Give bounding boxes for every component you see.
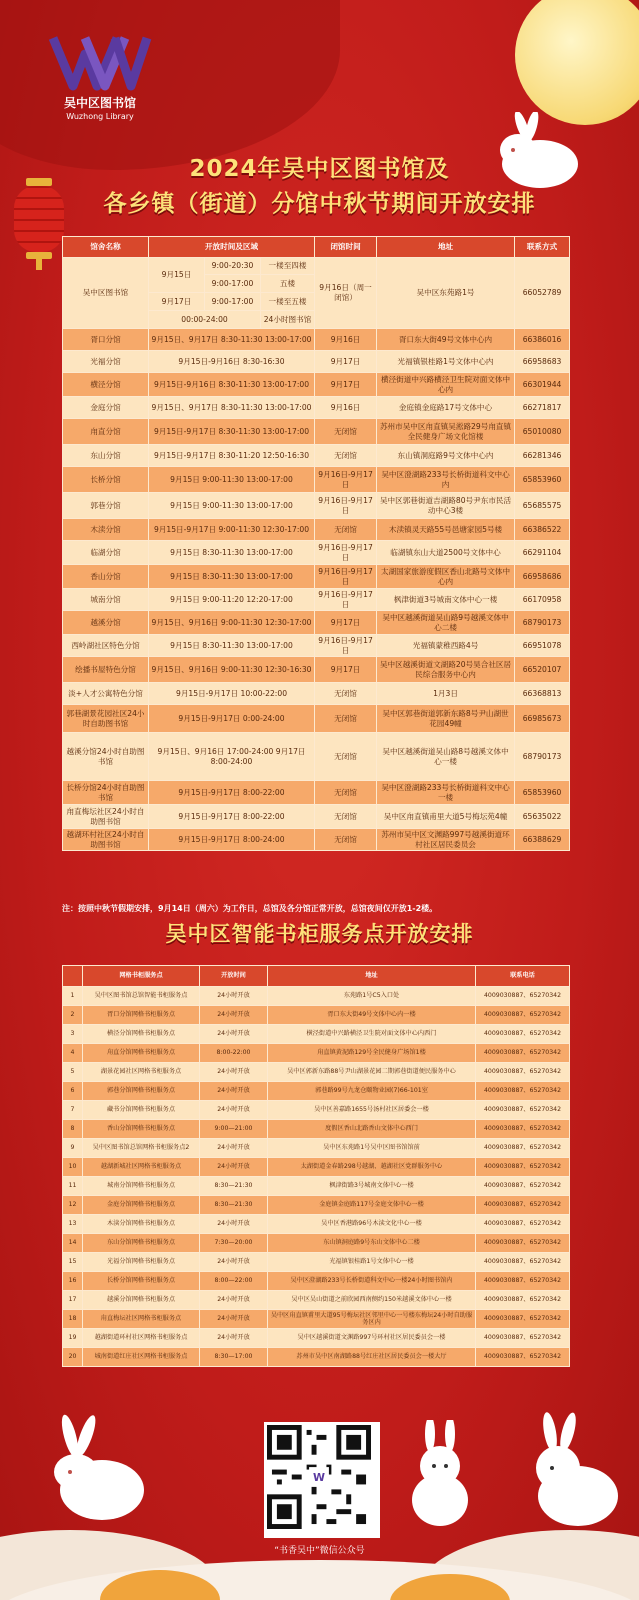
row-number: 11 — [63, 1177, 83, 1196]
close-date: 9月16日-9月17日 — [315, 541, 377, 565]
cabinet-name: 甪直梅坛社区网格书柜服务点 — [83, 1310, 200, 1329]
cabinet-row — [63, 1025, 570, 1044]
open-time: 8:30—17:00 — [200, 1348, 268, 1367]
row-number: 4 — [63, 1044, 83, 1063]
phone: 4009030887、65270342 — [476, 1101, 570, 1120]
phone: 4009030887、65270342 — [476, 1253, 570, 1272]
branch-row — [63, 611, 570, 635]
row-number: 20 — [63, 1348, 83, 1367]
holiday-note: 注：按照中秋节假期安排，9月14日（周六）为工作日，总馆及各分馆正常开放，总馆夜间仅开放1-2楼。 — [62, 904, 438, 913]
branch-name: 长桥分馆24小时自助图书馆 — [63, 781, 149, 805]
close-date: 无闭馆 — [315, 781, 377, 805]
address: 吴中区甪直镇甫里大道95号梅坛社区邻里中心一号楼东梅坛24小时自助服务区内 — [268, 1310, 476, 1329]
svg-text:W: W — [313, 1470, 325, 1484]
row-number: 12 — [63, 1196, 83, 1215]
phone: 66985673 — [515, 705, 570, 733]
address: 枫津街道3号城南文体中心一楼 — [377, 589, 515, 611]
logo-en-text: Wuzhong Library — [66, 112, 134, 121]
address: 东山镇洞庭路9号东山文体中心二楼 — [268, 1234, 476, 1253]
cabinet-section-title: 吴中区智能书柜服务点开放安排 — [165, 922, 474, 946]
close-date: 无闭馆 — [315, 683, 377, 705]
cabinet-name: 越湖街道环村社区网格书柜服务点 — [83, 1329, 200, 1348]
phone: 66291104 — [515, 541, 570, 565]
row-number: 9 — [63, 1139, 83, 1158]
open-time: 9:00-20:30 — [205, 258, 261, 275]
cabinet-name: 越湖新城社区网格书柜服务点 — [83, 1158, 200, 1177]
branch-name: 郭巷湖景花园社区24小时自助图书馆 — [63, 705, 149, 733]
cabinet-name: 金庭分馆网格书柜服务点 — [83, 1196, 200, 1215]
cabinet-name: 光福分馆网格书柜服务点 — [83, 1253, 200, 1272]
address: 东苑路1号C5入口处 — [268, 987, 476, 1006]
branch-name: 胥口分馆 — [63, 329, 149, 351]
branch-name: 越湖环村社区24小时自助图书馆 — [63, 829, 149, 851]
phone: 66281346 — [515, 445, 570, 467]
address: 吴中区澄湖路233号长桥街道科文中心一楼 — [377, 781, 515, 805]
branch-row — [63, 373, 570, 397]
close-date: 无闭馆 — [315, 829, 377, 851]
branch-name: 甪直梅坛社区24小时自助图书馆 — [63, 805, 149, 829]
qr-code-icon — [267, 1425, 371, 1529]
wechat-qr-code[interactable] — [264, 1422, 380, 1538]
row-number: 3 — [63, 1025, 83, 1044]
phone: 4009030887、65270342 — [476, 1272, 570, 1291]
open-time: 9月15日-9月17日 0:00-24:00 — [149, 705, 315, 733]
close-date: 9月17日 — [315, 657, 377, 683]
address: 光福镇银桂路1号文体中心内 — [377, 351, 515, 373]
close-date: 无闭馆 — [315, 445, 377, 467]
open-time: 9月15日 9:00-11:30 13:00-17:00 — [149, 467, 315, 493]
cabinet-row — [63, 1196, 570, 1215]
close-date: 9月16日（周一闭馆） — [315, 258, 377, 329]
open-time: 24小时开放 — [200, 1082, 268, 1101]
phone: 4009030887、65270342 — [476, 1006, 570, 1025]
open-time: 24小时开放 — [200, 1310, 268, 1329]
close-date: 9月16日-9月17日 — [315, 589, 377, 611]
branch-row — [63, 351, 570, 373]
open-area: 24小时图书馆 — [261, 311, 315, 329]
phone: 66958686 — [515, 565, 570, 589]
cabinet-row — [63, 1348, 570, 1367]
open-time: 8:00—22:00 — [200, 1272, 268, 1291]
open-time: 24小时开放 — [200, 1291, 268, 1310]
address: 吴中区甪直镇甫里大道5号梅坛苑4幢 — [377, 805, 515, 829]
row-number: 7 — [63, 1101, 83, 1120]
phone: 4009030887、65270342 — [476, 1177, 570, 1196]
address: 吴中区香港路96号木渎文化中心一楼 — [268, 1215, 476, 1234]
address: 横泾街道中兴路横泾卫生院对面文体中心内 — [377, 373, 515, 397]
row-number: 19 — [63, 1329, 83, 1348]
header-cell: 馆舍名称 — [63, 237, 149, 258]
address: 临湖镇东山大道2500号文体中心 — [377, 541, 515, 565]
row-number: 10 — [63, 1158, 83, 1177]
branch-row — [63, 829, 570, 851]
phone: 66301944 — [515, 373, 570, 397]
open-time: 9:00-17:00 — [205, 293, 261, 311]
cabinet-row — [63, 1310, 570, 1329]
address: 光福镇银桂路1号文体中心一楼 — [268, 1253, 476, 1272]
row-number: 16 — [63, 1272, 83, 1291]
phone: 66368813 — [515, 683, 570, 705]
phone: 4009030887、65270342 — [476, 1139, 570, 1158]
address: 胥口东大街49号文体中心内 — [377, 329, 515, 351]
cabinet-name: 郭巷分馆网格书柜服务点 — [83, 1082, 200, 1101]
cabinet-row — [63, 1158, 570, 1177]
close-date: 9月16日 — [315, 329, 377, 351]
open-time: 9月15日-9月17日 8:30-11:30 13:00-17:00 — [149, 419, 315, 445]
phone: 4009030887、65270342 — [476, 1063, 570, 1082]
open-time: 9:00—21:00 — [200, 1120, 268, 1139]
branch-name: 金庭分馆 — [63, 397, 149, 419]
address: 吴中区越溪街道文渊路997号环村社区居民委员会一楼 — [268, 1329, 476, 1348]
cabinet-row — [63, 1234, 570, 1253]
branch-name: 绘播书屋特色分馆 — [63, 657, 149, 683]
phone: 4009030887、65270342 — [476, 1044, 570, 1063]
logo-w-icon — [45, 30, 155, 94]
cabinet-name: 胥口分馆网格书柜服务点 — [83, 1006, 200, 1025]
open-time: 9月15日-9月17日 8:00-24:00 — [149, 829, 315, 851]
branch-name: 香山分馆 — [63, 565, 149, 589]
branch-name: 淡+人才公寓特色分馆 — [63, 683, 149, 705]
address: 吴中区吴山街道之前欣园西南侧约150米越溪文体中心一楼 — [268, 1291, 476, 1310]
row-number: 5 — [63, 1063, 83, 1082]
moon-icon — [515, 0, 639, 125]
open-area: 五楼 — [261, 275, 315, 293]
open-date: 9月17日 — [149, 293, 205, 311]
phone: 66388629 — [515, 829, 570, 851]
open-time: 24小时开放 — [200, 1139, 268, 1158]
cabinet-name: 吴中区图书馆总馆智能书柜服务点 — [83, 987, 200, 1006]
close-date: 无闭馆 — [315, 733, 377, 781]
close-date: 无闭馆 — [315, 705, 377, 733]
open-time: 24小时开放 — [200, 1253, 268, 1272]
open-time: 9月15日 9:00-11:30 13:00-17:00 — [149, 493, 315, 519]
phone: 66951078 — [515, 635, 570, 657]
qr-caption: “书香吴中”微信公众号 — [274, 1546, 365, 1556]
phone: 66052789 — [515, 258, 570, 329]
open-time: 24小时开放 — [200, 1158, 268, 1177]
row-number: 13 — [63, 1215, 83, 1234]
address: 甪直镇黄泥路129号全民健身广场馆1楼 — [268, 1044, 476, 1063]
phone: 4009030887、65270342 — [476, 1329, 570, 1348]
cabinet-row — [63, 1329, 570, 1348]
address: 胥口东大街49号文体中心内一楼 — [268, 1006, 476, 1025]
address: 吴中区澄湖路233号长桥街道科文中心内 — [377, 467, 515, 493]
branch-name: 横泾分馆 — [63, 373, 149, 397]
branch-name: 吴中区图书馆 — [63, 258, 149, 329]
open-time: 9月15日 9:00-11:20 12:20-17:00 — [149, 589, 315, 611]
address: 吴中区越溪街道文湖路20号昊合社区居民综合服务中心内 — [377, 657, 515, 683]
address: 吴中区东苑路1号吴中区图书馆馆前 — [268, 1139, 476, 1158]
open-time: 9月15日-9月16日 8:30-11:30 13:00-17:00 — [149, 373, 315, 397]
open-time: 24小时开放 — [200, 1025, 268, 1044]
open-time: 9月15日-9月16日 8:30-16:30 — [149, 351, 315, 373]
phone: 66271817 — [515, 397, 570, 419]
cabinet-name: 横泾分馆网格书柜服务点 — [83, 1025, 200, 1044]
open-area: 一楼至四楼 — [261, 258, 315, 275]
branch-name: 城南分馆 — [63, 589, 149, 611]
cabinet-row — [63, 1044, 570, 1063]
open-time: 7:30—20:00 — [200, 1234, 268, 1253]
address: 东山镇洞庭路9号文体中心内 — [377, 445, 515, 467]
page-title-line2: 各乡镇（街道）分馆中秋节期间开放安排 — [103, 191, 536, 217]
open-date: 9月15日 — [149, 258, 205, 293]
address: 苏州市吴中区文渊路997号越溪街道环村社区居民委员会 — [377, 829, 515, 851]
phone: 4009030887、65270342 — [476, 1025, 570, 1044]
close-date: 9月16日 — [315, 397, 377, 419]
address: 金庭镇金庭路17号文体中心 — [377, 397, 515, 419]
close-date: 9月16日-9月17日 — [315, 467, 377, 493]
branch-row — [63, 657, 570, 683]
open-time: 9月15日-9月17日 8:00-22:00 — [149, 781, 315, 805]
phone: 4009030887、65270342 — [476, 1082, 570, 1101]
branch-row — [63, 519, 570, 541]
cabinet-row — [63, 1101, 570, 1120]
phone: 4009030887、65270342 — [476, 1234, 570, 1253]
phone: 4009030887、65270342 — [476, 987, 570, 1006]
branch-name: 光福分馆 — [63, 351, 149, 373]
branch-name: 郭巷分馆 — [63, 493, 149, 519]
branch-schedule-table — [62, 236, 570, 851]
cabinet-row — [63, 987, 570, 1006]
row-number: 6 — [63, 1082, 83, 1101]
cabinet-row — [63, 1215, 570, 1234]
phone: 68790173 — [515, 611, 570, 635]
open-time: 24小时开放 — [200, 1063, 268, 1082]
phone: 65853960 — [515, 781, 570, 805]
phone: 4009030887、65270342 — [476, 1120, 570, 1139]
rabbit-icon — [400, 1420, 480, 1530]
row-number: 18 — [63, 1310, 83, 1329]
header-cell — [63, 966, 83, 987]
branch-name: 甪直分馆 — [63, 419, 149, 445]
address: 吴中区郭新东路88号尹山湖景花园二期郭巷街道便民服务中心 — [268, 1063, 476, 1082]
header-cell: 网格书柜服务点 — [83, 966, 200, 987]
phone: 66958683 — [515, 351, 570, 373]
branch-name: 木渎分馆 — [63, 519, 149, 541]
open-time: 9月15日 8:30-11:30 13:00-17:00 — [149, 565, 315, 589]
address: 枫津街路3号城南文体中心一楼 — [268, 1177, 476, 1196]
cabinet-row — [63, 1120, 570, 1139]
phone: 66386016 — [515, 329, 570, 351]
open-time: 8:00-22:00 — [200, 1044, 268, 1063]
phone: 65010080 — [515, 419, 570, 445]
branch-name: 长桥分馆 — [63, 467, 149, 493]
phone: 4009030887、65270342 — [476, 1348, 570, 1367]
open-time: 9月15日、9月16日 9:00-11:30 12:30-16:30 — [149, 657, 315, 683]
phone: 4009030887、65270342 — [476, 1196, 570, 1215]
row-number: 17 — [63, 1291, 83, 1310]
row-number: 1 — [63, 987, 83, 1006]
cabinet-name: 东山分馆网格书柜服务点 — [83, 1234, 200, 1253]
cabinet-schedule-table — [62, 965, 570, 1367]
header-cell: 地址 — [268, 966, 476, 987]
phone: 65853960 — [515, 467, 570, 493]
branch-row — [63, 397, 570, 419]
cabinet-name: 城南街道红庄社区网格书柜服务点 — [83, 1348, 200, 1367]
phone: 65635022 — [515, 805, 570, 829]
header-cell: 开放时间及区域 — [149, 237, 315, 258]
branch-name: 西岭湖社区特色分馆 — [63, 635, 149, 657]
open-time: 00:00-24:00 — [149, 311, 261, 329]
open-time: 24小时开放 — [200, 1006, 268, 1025]
cabinet-name: 城南分馆网格书柜服务点 — [83, 1177, 200, 1196]
branch-name: 越溪分馆 — [63, 611, 149, 635]
address: 光福镇蒙稚西路4号 — [377, 635, 515, 657]
close-date: 无闭馆 — [315, 419, 377, 445]
cabinet-name: 甪直分馆网格书柜服务点 — [83, 1044, 200, 1063]
address: 木渎镇灵天路55号邑塘家园5号楼 — [377, 519, 515, 541]
cabinet-row — [63, 1063, 570, 1082]
address: 吴中区东苑路1号 — [377, 258, 515, 329]
phone: 4009030887、65270342 — [476, 1215, 570, 1234]
branch-row — [63, 445, 570, 467]
address: 1月3日 — [377, 683, 515, 705]
header-cell: 开放时间 — [200, 966, 268, 987]
open-time: 9月15日 8:30-11:30 13:00-17:00 — [149, 635, 315, 657]
close-date: 9月17日 — [315, 611, 377, 635]
open-time: 9月15日-9月17日 8:30-11:20 12:50-16:30 — [149, 445, 315, 467]
address: 郭巷路99号九龙仓颐物业园(7)66-101室 — [268, 1082, 476, 1101]
branch-row — [63, 733, 570, 781]
branch-row — [63, 683, 570, 705]
row-number: 8 — [63, 1120, 83, 1139]
close-date: 无闭馆 — [315, 519, 377, 541]
branch-row — [63, 467, 570, 493]
phone: 66386522 — [515, 519, 570, 541]
cabinet-name: 越溪分馆网格书柜服务点 — [83, 1291, 200, 1310]
branch-name: 临湖分馆 — [63, 541, 149, 565]
cabinet-row — [63, 1291, 570, 1310]
address: 吴中区郭巷街道郭新东路8号尹山湖世花园49幢 — [377, 705, 515, 733]
branch-row — [63, 781, 570, 805]
header-cell: 地址 — [377, 237, 515, 258]
address: 金庭镇金庭路117号金庭文体中心一楼 — [268, 1196, 476, 1215]
open-time: 9月15日-9月17日 8:00-22:00 — [149, 805, 315, 829]
open-time: 24小时开放 — [200, 987, 268, 1006]
row-number: 15 — [63, 1253, 83, 1272]
page-title-line1: 2024年吴中区图书馆及 — [189, 156, 450, 182]
cabinet-name: 湖景花园社区网格书柜服务点 — [83, 1063, 200, 1082]
open-time: 9月15日、9月16日 9:00-11:30 12:30-17:00 — [149, 611, 315, 635]
open-time: 9月15日-9月17日 9:00-11:30 12:30-17:00 — [149, 519, 315, 541]
cabinet-row — [63, 1177, 570, 1196]
open-time: 24小时开放 — [200, 1215, 268, 1234]
address: 太湖国家旅游度假区香山北路号文体中心内 — [377, 565, 515, 589]
phone: 4009030887、65270342 — [476, 1291, 570, 1310]
address: 吴中区善嘉路1655号汤村社区居委会一楼 — [268, 1101, 476, 1120]
open-time: 9月15日 8:30-11:30 13:00-17:00 — [149, 541, 315, 565]
row-number: 2 — [63, 1006, 83, 1025]
open-time: 8:30—21:30 — [200, 1177, 268, 1196]
cabinet-name: 香山分馆网格书柜服务点 — [83, 1120, 200, 1139]
phone: 4009030887、65270342 — [476, 1310, 570, 1329]
cabinet-row — [63, 1139, 570, 1158]
phone: 66170958 — [515, 589, 570, 611]
rabbit-icon — [40, 1410, 160, 1530]
branch-row — [63, 589, 570, 611]
open-time: 9月15日、9月17日 8:30-11:30 13:00-17:00 — [149, 329, 315, 351]
branch-row — [63, 805, 570, 829]
address: 苏州市吴中区甪直镇吴淞路29号甪直镇全民健身广场文化馆楼 — [377, 419, 515, 445]
cabinet-name: 藏书分馆网格书柜服务点 — [83, 1101, 200, 1120]
cabinet-name: 长桥分馆网格书柜服务点 — [83, 1272, 200, 1291]
open-time: 24小时开放 — [200, 1101, 268, 1120]
open-time: 9月15日、9月17日 8:30-11:30 13:00-17:00 — [149, 397, 315, 419]
branch-row — [63, 493, 570, 519]
close-date: 9月17日 — [315, 351, 377, 373]
branch-row — [63, 565, 570, 589]
phone: 68790173 — [515, 733, 570, 781]
cabinet-name: 吴中区图书馆总馆网格书柜服务点2 — [83, 1139, 200, 1158]
cabinet-row — [63, 1006, 570, 1025]
open-time: 24小时开放 — [200, 1329, 268, 1348]
header-cell: 联系电话 — [476, 966, 570, 987]
open-time: 9月15日、9月16日 17:00-24:00 9月17日 8:00-24:00 — [149, 733, 315, 781]
cabinet-name: 木渎分馆网格书柜服务点 — [83, 1215, 200, 1234]
branch-row — [63, 705, 570, 733]
address: 太湖街道金春路298号越湖、越湖社区党群服务中心 — [268, 1158, 476, 1177]
row-number: 14 — [63, 1234, 83, 1253]
library-logo — [45, 30, 155, 125]
close-date: 9月16日-9月17日 — [315, 493, 377, 519]
open-time: 9:00-17:00 — [205, 275, 261, 293]
header-cell: 联系方式 — [515, 237, 570, 258]
close-date: 9月16日-9月17日 — [315, 635, 377, 657]
open-time: 8:30—21:30 — [200, 1196, 268, 1215]
phone: 65685575 — [515, 493, 570, 519]
address: 苏州市吴中区南湖路88号红庄社区居民委员会一楼大厅 — [268, 1348, 476, 1367]
close-date: 9月16日-9月17日 — [315, 565, 377, 589]
header-cell: 闭馆时间 — [315, 237, 377, 258]
open-time: 9月15日-9月17日 10:00-22:00 — [149, 683, 315, 705]
branch-name: 东山分馆 — [63, 445, 149, 467]
cabinet-row — [63, 1082, 570, 1101]
rabbit-icon — [520, 1412, 630, 1532]
branch-row — [63, 635, 570, 657]
phone: 66520107 — [515, 657, 570, 683]
address: 度假区香山北路香山文体中心西门 — [268, 1120, 476, 1139]
phone: 4009030887、65270342 — [476, 1158, 570, 1177]
branch-row — [63, 541, 570, 565]
address: 吴中区郭巷街道吉湖路80号尹东市民活动中心3楼 — [377, 493, 515, 519]
close-date: 无闭馆 — [315, 805, 377, 829]
open-area: 一楼至五楼 — [261, 293, 315, 311]
logo-cn-text: 吴中区图书馆 — [63, 96, 136, 110]
cabinet-row — [63, 1253, 570, 1272]
cabinet-row — [63, 1272, 570, 1291]
branch-row — [63, 329, 570, 351]
address: 吴中区越溪街道吴山路8号越溪文体中心一楼 — [377, 733, 515, 781]
branch-name: 越溪分馆24小时自助图书馆 — [63, 733, 149, 781]
close-date: 9月17日 — [315, 373, 377, 397]
address: 吴中区澄湖路233号长桥街道科文中心一楼24小时图书馆内 — [268, 1272, 476, 1291]
address: 吴中区越溪街道吴山路9号越溪文体中心二楼 — [377, 611, 515, 635]
address: 横泾街道中兴路横泾卫生院对面文体中心内西门 — [268, 1025, 476, 1044]
branch-row — [63, 419, 570, 445]
